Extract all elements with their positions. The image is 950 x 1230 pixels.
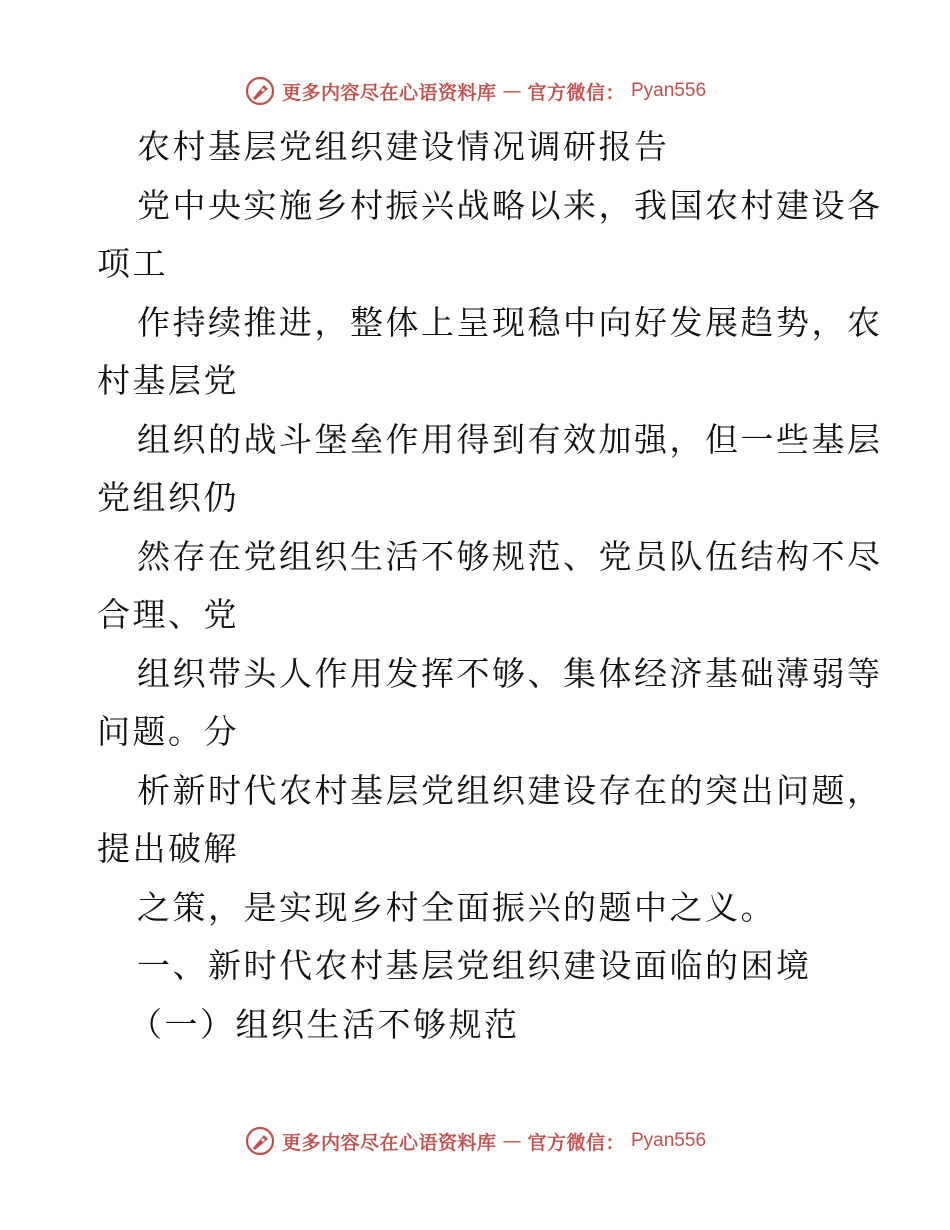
pen-nib-logo-icon — [244, 75, 276, 107]
footer-watermark — [0, 1121, 950, 1161]
watermark-contact-label: 官方微信： — [527, 1131, 625, 1154]
paragraph-line: 问题。分 — [97, 712, 239, 751]
paragraph-line: 项工 — [97, 244, 168, 283]
pen-nib-logo-icon — [244, 1125, 276, 1157]
paragraph-line: 组织的战斗堡垒作用得到有效加强，但一些基层 — [137, 419, 883, 459]
paragraph-line: 提出破解 — [97, 829, 239, 868]
paragraph-line: 作持续推进，整体上呈现稳中向好发展趋势，农 — [137, 302, 883, 342]
watermark-text: 更多内容尽在心语资料库 — [281, 81, 497, 104]
paragraph-line: 合理、党 — [97, 595, 239, 634]
header-watermark — [0, 71, 950, 111]
watermark-separator: — — [502, 1130, 522, 1152]
subsection-heading: （一）组织生活不够规范 — [129, 1004, 520, 1044]
paragraph-line: 之策，是实现乡村全面振兴的题中之义。 — [137, 887, 776, 927]
paragraph-line: 党组织仍 — [97, 478, 239, 517]
document-title: 农村基层党组织建设情况调研报告 — [137, 127, 670, 166]
section-heading: 一、新时代农村基层党组织建设面临的困境 — [137, 946, 812, 985]
watermark-separator: — — [502, 80, 522, 102]
watermark-contact-id: Pyan556 — [631, 80, 707, 101]
paragraph-line: 党中央实施乡村振兴战略以来，我国农村建设各 — [137, 185, 883, 225]
paragraph-line: 组织带头人作用发挥不够、集体经济基础薄弱等 — [137, 653, 883, 693]
paragraph-line: 村基层党 — [97, 361, 239, 400]
paragraph-line: 析新时代农村基层党组织建设存在的突出问题， — [137, 770, 883, 810]
watermark-contact-id: Pyan556 — [631, 1130, 707, 1151]
watermark-contact-label: 官方微信： — [527, 81, 625, 104]
paragraph-line: 然存在党组织生活不够规范、党员队伍结构不尽 — [137, 536, 883, 576]
watermark-text: 更多内容尽在心语资料库 — [281, 1131, 497, 1154]
document-body — [97, 118, 883, 1054]
